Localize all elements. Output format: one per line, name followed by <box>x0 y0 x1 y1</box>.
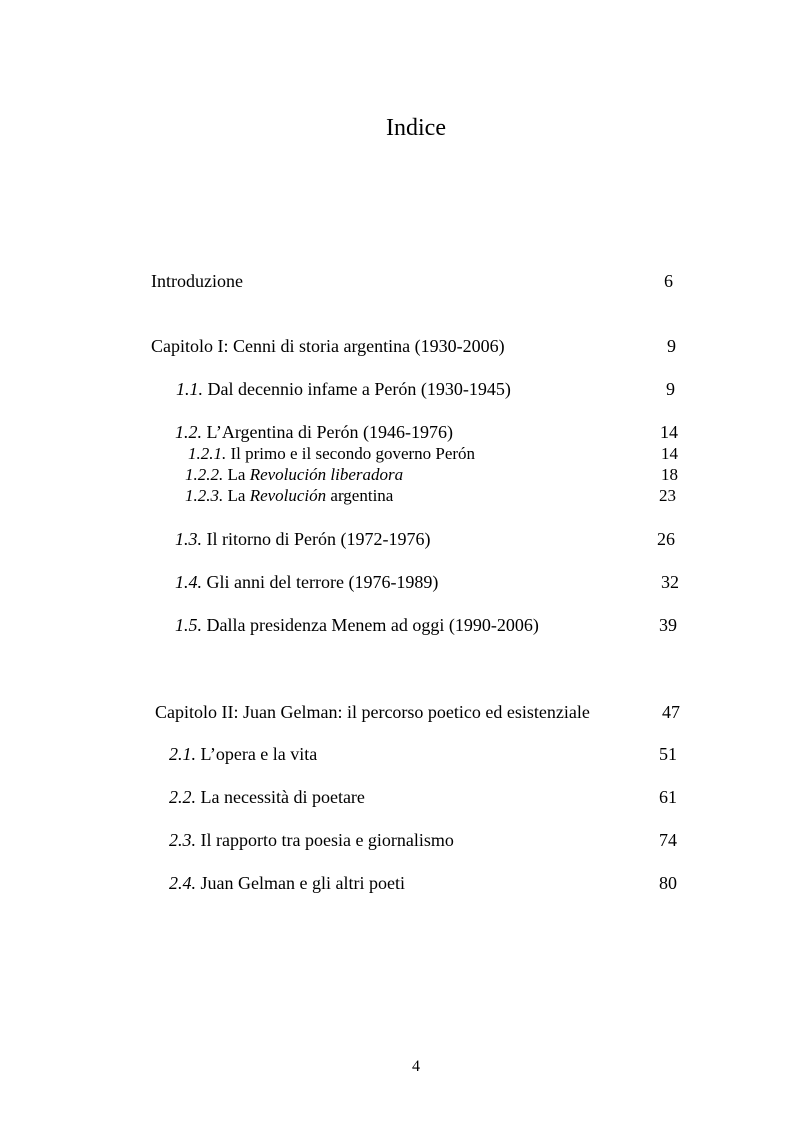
toc-entry-text-suffix: argentina <box>330 486 394 505</box>
toc-entry-number: 1.2.1. <box>188 444 227 463</box>
toc-entry-1-4[interactable] <box>175 571 438 593</box>
toc-entry-number: 1.1. <box>176 379 203 399</box>
toc-page-number: 9 <box>667 336 676 356</box>
toc-entry-1-1[interactable] <box>176 378 511 400</box>
toc-entry-text-italic: Revolución <box>249 486 327 505</box>
toc-entry-text: Dal decennio infame a Perón (1930-1945) <box>207 379 511 399</box>
toc-page-number: 32 <box>661 572 679 592</box>
toc-page-number: 51 <box>659 744 677 764</box>
toc-page-number: 6 <box>664 271 673 291</box>
toc-page-number: 80 <box>659 873 677 893</box>
toc-page-number: 61 <box>659 787 677 807</box>
toc-page-number: 18 <box>661 465 678 484</box>
toc-page-number: 74 <box>659 830 677 850</box>
toc-entry-number: 2.1. <box>169 744 196 764</box>
toc-entry-2-2[interactable] <box>169 786 365 808</box>
toc-entry-2-4[interactable] <box>169 872 405 894</box>
toc-entry-number: 1.2.2. <box>185 465 224 484</box>
toc-entry-text: Juan Gelman e gli altri poeti <box>200 873 405 893</box>
toc-entry-1-2-2[interactable] <box>185 464 403 485</box>
toc-entry-text: Dalla presidenza Menem ad oggi (1990-2006) <box>206 615 539 635</box>
toc-entry-1-3[interactable] <box>175 528 430 550</box>
toc-entry-number: 1.3. <box>175 529 202 549</box>
toc-entry-text: Il ritorno di Perón (1972-1976) <box>206 529 431 549</box>
toc-entry-text-italic: Revolución liberadora <box>249 465 404 484</box>
toc-page-number: 39 <box>659 615 677 635</box>
toc-page-number: 26 <box>657 529 675 549</box>
toc-entry-number: 1.2.3. <box>185 486 224 505</box>
toc-entry-introduzione[interactable] <box>151 270 243 292</box>
toc-entry-text: La necessità di poetare <box>200 787 365 807</box>
toc-entry-1-2[interactable] <box>175 421 453 443</box>
footer-page-number: 4 <box>412 1058 420 1075</box>
page-title: Indice <box>386 115 446 141</box>
toc-page-number: 23 <box>659 486 676 505</box>
toc-entry-text: Capitolo II: Juan Gelman: il percorso poetico ed esistenziale <box>155 702 590 722</box>
toc-page-number: 9 <box>666 379 675 399</box>
toc-page-number: 14 <box>660 422 678 442</box>
toc-entry-text: Capitolo I: Cenni di storia argentina (1930-2006) <box>151 336 505 356</box>
toc-entry-number: 2.4. <box>169 873 196 893</box>
toc-entry-number: 2.2. <box>169 787 196 807</box>
toc-entry-text: L’Argentina di Perón (1946-1976) <box>206 422 453 442</box>
toc-entry-2-1[interactable] <box>169 743 317 765</box>
toc-entry-text: Gli anni del terrore (1976-1989) <box>206 572 439 592</box>
toc-entry-text-prefix: La <box>227 465 246 484</box>
toc-entry-text: L’opera e la vita <box>200 744 318 764</box>
toc-entry-text-prefix: La <box>227 486 246 505</box>
toc-entry-number: 1.5. <box>175 615 202 635</box>
toc-entry-1-2-3[interactable] <box>185 485 393 506</box>
toc-entry-1-2-1[interactable] <box>188 443 475 464</box>
toc-entry-capitolo-2[interactable] <box>155 701 590 723</box>
toc-page-number: 47 <box>662 702 680 722</box>
toc-entry-number: 1.4. <box>175 572 202 592</box>
toc-entry-number: 2.3. <box>169 830 196 850</box>
toc-entry-text: Il primo e il secondo governo Perón <box>230 444 476 463</box>
toc-page-number: 14 <box>661 444 678 463</box>
toc-entry-1-5[interactable] <box>175 614 539 636</box>
toc-entry-capitolo-1[interactable] <box>151 335 505 357</box>
toc-entry-text: Il rapporto tra poesia e giornalismo <box>200 830 454 850</box>
toc-entry-number: 1.2. <box>175 422 202 442</box>
toc-entry-text: Introduzione <box>151 271 243 291</box>
toc-entry-2-3[interactable] <box>169 829 454 851</box>
